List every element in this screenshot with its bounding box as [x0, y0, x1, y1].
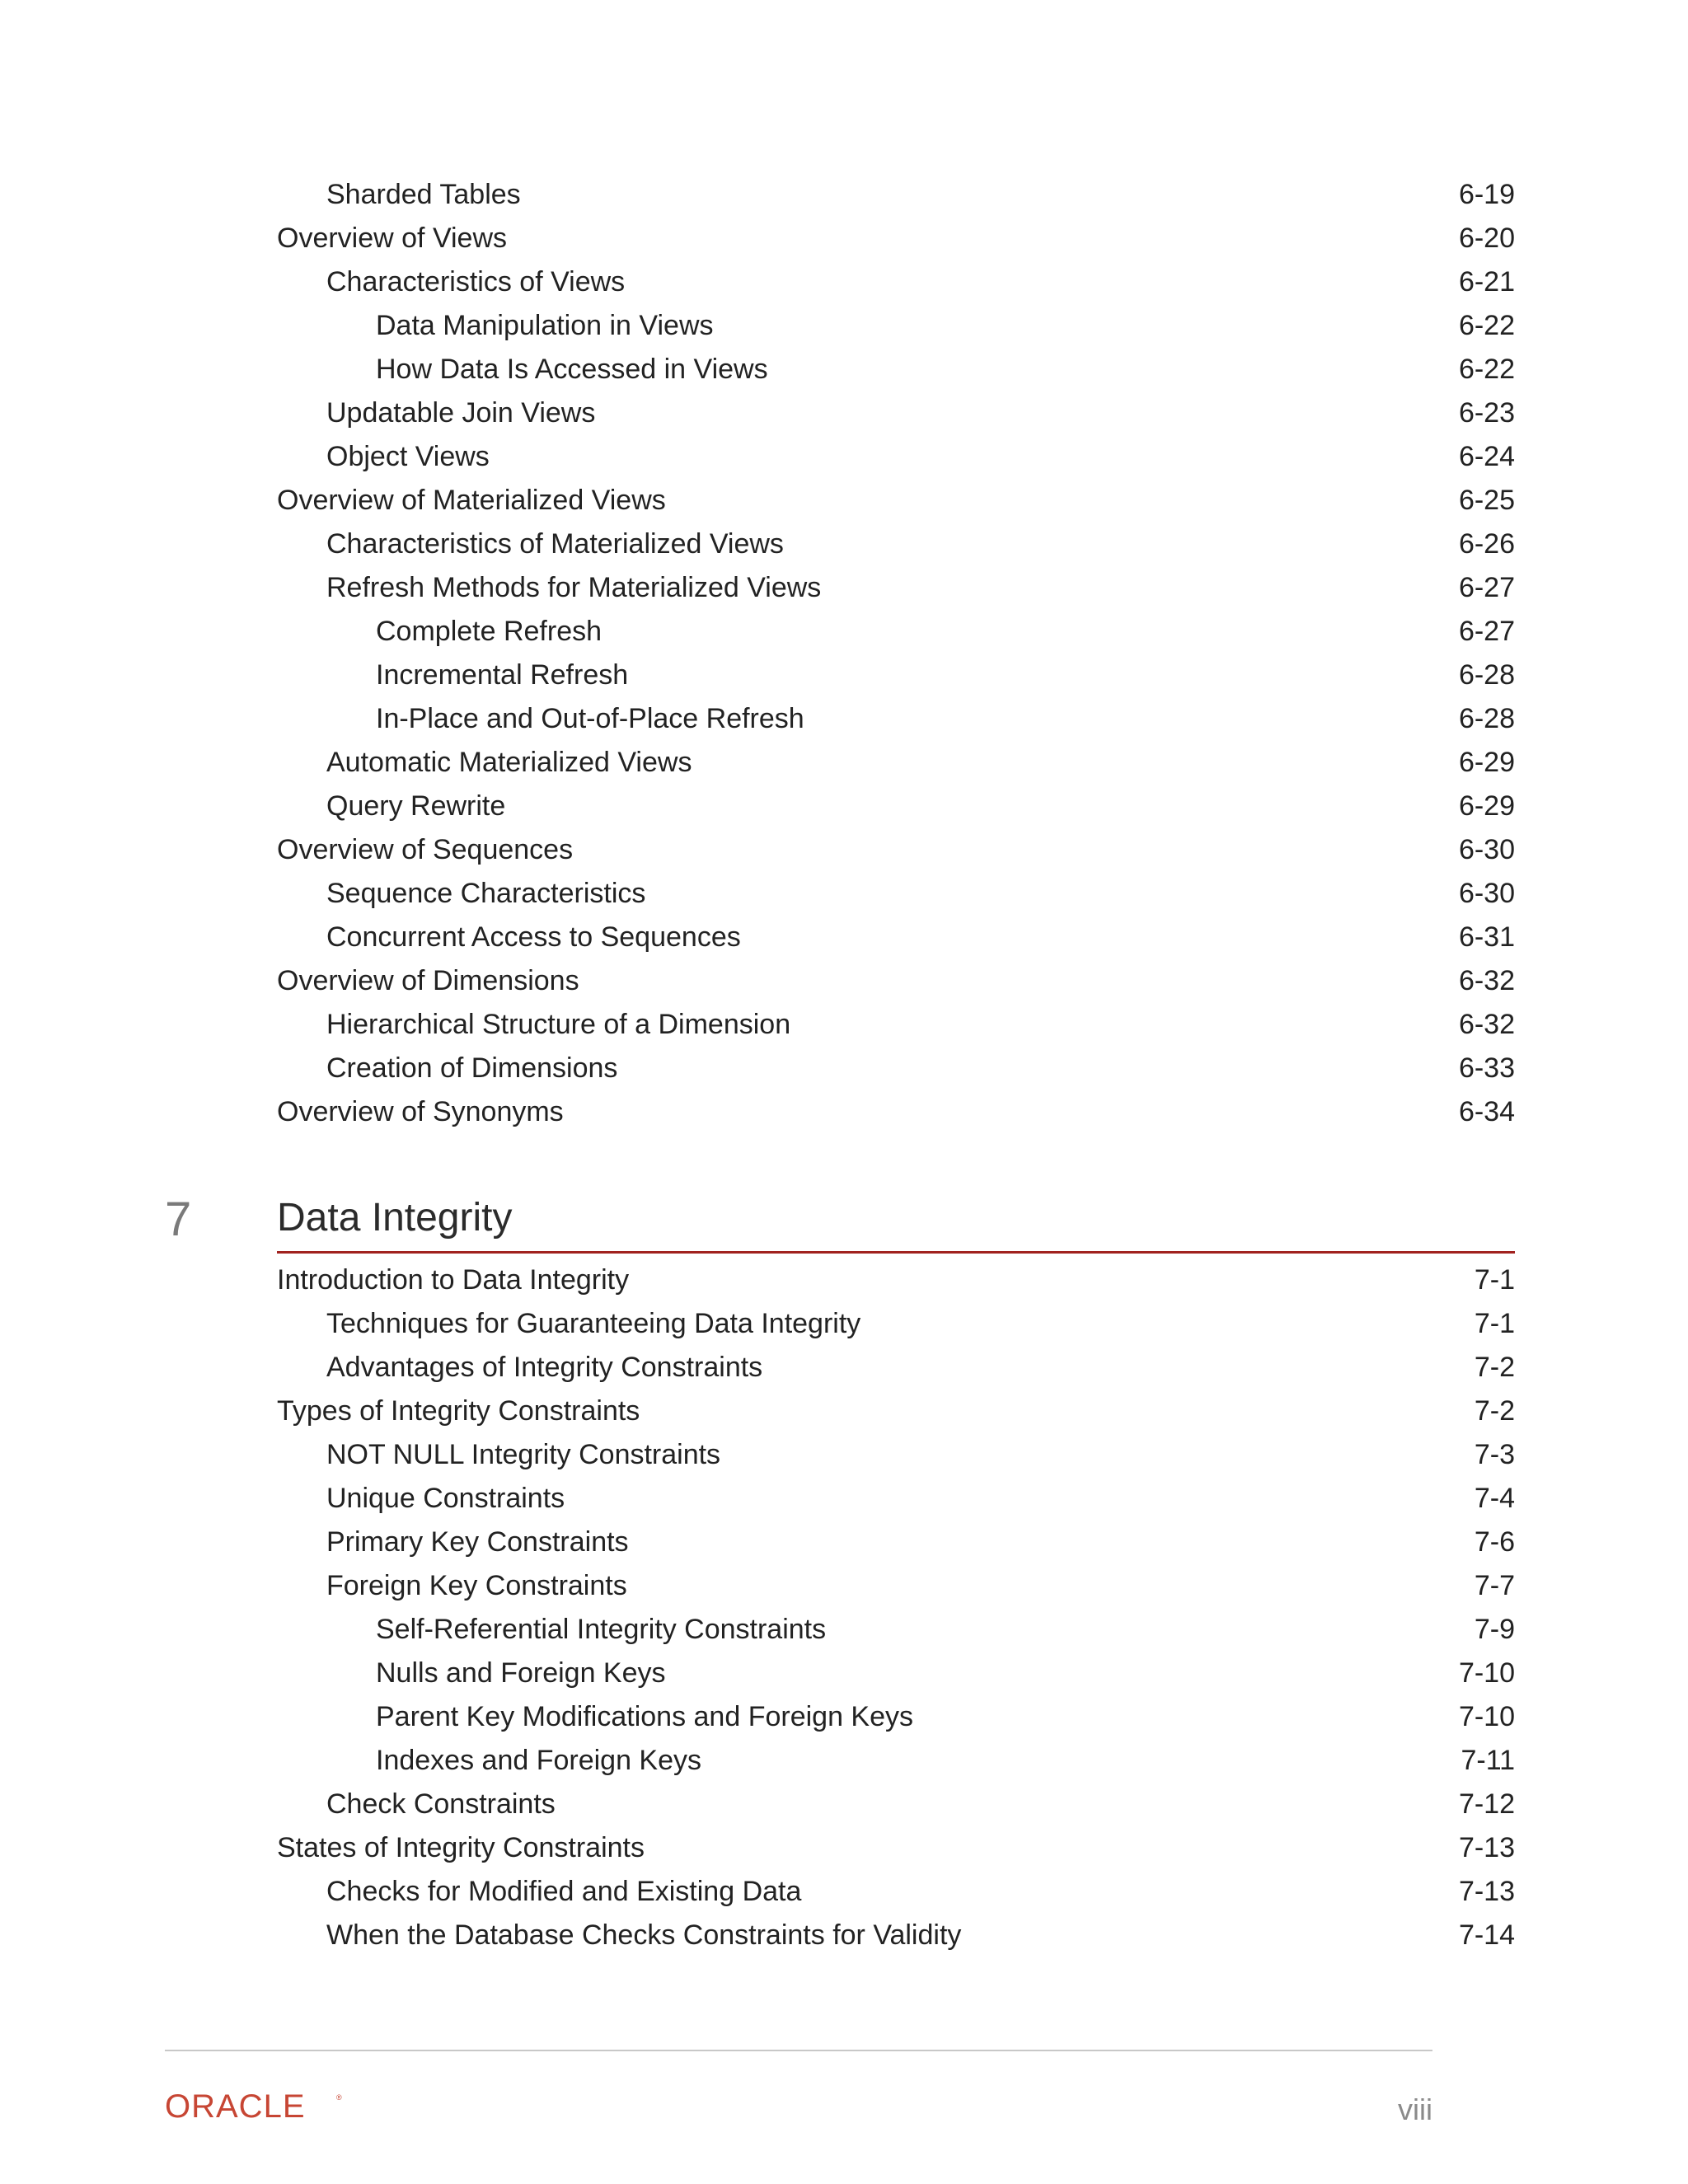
toc-entry[interactable]	[0, 1783, 1688, 1826]
toc-entry-page[interactable]: 6-31	[1458, 921, 1515, 953]
toc-entry[interactable]	[0, 1433, 1688, 1477]
toc-entry-page[interactable]: 6-24	[1458, 441, 1515, 472]
toc-entry-title[interactable]: Automatic Materialized Views	[326, 747, 692, 778]
toc-entry-page[interactable]: 6-32	[1458, 965, 1515, 996]
toc-entry-title[interactable]: Check Constraints	[326, 1788, 556, 1820]
toc-entry-page[interactable]: 6-33	[1458, 1052, 1515, 1084]
toc-entry-title[interactable]: How Data Is Accessed in Views	[376, 354, 768, 385]
page-number: viii	[1398, 2093, 1432, 2126]
toc-entry[interactable]	[0, 828, 1688, 872]
toc-entry[interactable]	[0, 1695, 1688, 1739]
toc-entry-title[interactable]: Checks for Modified and Existing Data	[326, 1876, 802, 1907]
toc-entry-title[interactable]: Sequence Characteristics	[326, 878, 646, 909]
toc-entry-title[interactable]: Unique Constraints	[326, 1483, 565, 1514]
toc-entry[interactable]	[0, 1390, 1688, 1433]
toc-entry[interactable]	[0, 479, 1688, 523]
toc-entry-page[interactable]: 6-23	[1458, 397, 1515, 429]
toc-entry[interactable]	[0, 1739, 1688, 1783]
toc-entry-page[interactable]: 7-6	[1474, 1526, 1515, 1558]
toc-entry-title[interactable]: Overview of Views	[277, 223, 508, 254]
toc-entry-page[interactable]: 6-27	[1458, 616, 1515, 647]
toc-entry[interactable]	[0, 1047, 1688, 1090]
toc-entry-title[interactable]: Overview of Synonyms	[277, 1096, 564, 1127]
toc-entry-page[interactable]: 7-1	[1474, 1264, 1515, 1296]
toc-entry[interactable]	[0, 697, 1688, 741]
chapter-title[interactable]: Data Integrity	[277, 1196, 513, 1240]
toc-entry[interactable]	[0, 260, 1688, 304]
toc-entry-page[interactable]: 6-27	[1458, 572, 1515, 603]
chapter-divider	[277, 1251, 1515, 1254]
toc-entry-title[interactable]: Introduction to Data Integrity	[277, 1264, 630, 1296]
toc-entry[interactable]	[0, 1346, 1688, 1390]
toc-entry-page[interactable]: 6-29	[1458, 747, 1515, 778]
toc-entry[interactable]	[0, 1870, 1688, 1914]
toc-entry-page[interactable]: 7-10	[1458, 1657, 1515, 1689]
toc-entry-page[interactable]: 7-9	[1474, 1614, 1515, 1645]
toc-entry-title[interactable]: Creation of Dimensions	[326, 1052, 618, 1084]
toc-entry-page[interactable]: 7-1	[1474, 1308, 1515, 1339]
toc-entry[interactable]	[0, 435, 1688, 479]
toc-entry-page[interactable]: 6-26	[1458, 528, 1515, 560]
toc-entry-title[interactable]: Advantages of Integrity Constraints	[326, 1352, 763, 1383]
toc-entry-title[interactable]: Foreign Key Constraints	[326, 1570, 627, 1601]
toc-entry-page[interactable]: 7-10	[1458, 1701, 1515, 1732]
toc-entry-page[interactable]: 6-30	[1458, 878, 1515, 909]
toc-entry-title[interactable]: Overview of Materialized Views	[277, 485, 666, 516]
toc-entry-title[interactable]: Characteristics of Materialized Views	[326, 528, 784, 560]
toc-entry[interactable]	[0, 217, 1688, 260]
toc-entry[interactable]	[0, 348, 1688, 391]
registered-mark: ®	[336, 2093, 342, 2102]
toc-entry[interactable]	[0, 1090, 1688, 1134]
toc-entry-page[interactable]: 6-22	[1458, 310, 1515, 341]
toc-entry[interactable]	[0, 1914, 1688, 1957]
toc-entry[interactable]	[0, 1258, 1688, 1302]
toc-entry-title[interactable]: Overview of Dimensions	[277, 965, 579, 996]
toc-entry-title[interactable]: Characteristics of Views	[326, 266, 626, 298]
toc-entry[interactable]	[0, 1302, 1688, 1346]
toc-entry-page[interactable]: 6-34	[1458, 1096, 1515, 1127]
toc-entry-title[interactable]: Concurrent Access to Sequences	[326, 921, 741, 953]
toc-entry-page[interactable]: 6-32	[1458, 1009, 1515, 1040]
toc-entry[interactable]	[0, 959, 1688, 1003]
toc-entry-title[interactable]: Self-Referential Integrity Constraints	[376, 1614, 827, 1645]
toc-entry[interactable]	[0, 173, 1688, 217]
toc-entry[interactable]	[0, 304, 1688, 348]
toc-entry-page[interactable]: 6-25	[1458, 485, 1515, 516]
toc-entry[interactable]	[0, 610, 1688, 654]
toc-entry-page[interactable]: 7-13	[1458, 1876, 1515, 1907]
toc-entry-page[interactable]: 6-29	[1458, 790, 1515, 822]
chapter-number: 7	[165, 1193, 192, 1246]
toc-entry[interactable]	[0, 1608, 1688, 1652]
toc-entry-page[interactable]: 7-12	[1458, 1788, 1515, 1820]
toc-entry-page[interactable]: 7-2	[1474, 1395, 1515, 1427]
toc-entry-title[interactable]: Sharded Tables	[326, 179, 521, 210]
toc-entry[interactable]	[0, 785, 1688, 828]
toc-entry[interactable]	[0, 916, 1688, 959]
toc-entry-title[interactable]: Nulls and Foreign Keys	[376, 1657, 666, 1689]
toc-entry[interactable]	[0, 654, 1688, 697]
toc-entry-page[interactable]: 7-3	[1474, 1439, 1515, 1470]
toc-entry-page[interactable]: 6-21	[1458, 266, 1515, 298]
toc-entry-title[interactable]: Techniques for Guaranteeing Data Integrity	[326, 1308, 861, 1339]
toc-entry[interactable]	[0, 741, 1688, 785]
toc-entry-page[interactable]: 6-28	[1458, 703, 1515, 734]
toc-entry-page[interactable]: 6-28	[1458, 659, 1515, 691]
toc-entry-title[interactable]: NOT NULL Integrity Constraints	[326, 1439, 721, 1470]
toc-entry-title[interactable]: Updatable Join Views	[326, 397, 596, 429]
toc-entry[interactable]	[0, 872, 1688, 916]
footer-divider	[165, 2050, 1432, 2051]
toc-entry-title[interactable]: Types of Integrity Constraints	[277, 1395, 640, 1427]
toc-entry[interactable]	[0, 391, 1688, 435]
toc-entry-title[interactable]: States of Integrity Constraints	[277, 1832, 645, 1863]
toc-entry[interactable]	[0, 1477, 1688, 1521]
toc-entry-title[interactable]: Query Rewrite	[326, 790, 506, 822]
toc-entry-title[interactable]: Object Views	[326, 441, 490, 472]
oracle-logo-text: ORACLE	[165, 2090, 306, 2123]
toc-entry[interactable]	[0, 1652, 1688, 1695]
toc-entry-title[interactable]: Incremental Refresh	[376, 659, 629, 691]
toc-entry-page[interactable]: 7-14	[1458, 1919, 1515, 1951]
toc-entry-title[interactable]: Hierarchical Structure of a Dimension	[326, 1009, 791, 1040]
toc-entry[interactable]	[0, 1003, 1688, 1047]
toc-entry-title[interactable]: Primary Key Constraints	[326, 1526, 629, 1558]
toc-entry-title[interactable]: Overview of Sequences	[277, 834, 574, 865]
toc-entry-title[interactable]: When the Database Checks Constraints for Validity	[326, 1919, 962, 1951]
toc-entry[interactable]	[0, 1826, 1688, 1870]
toc-entry-title[interactable]: Data Manipulation in Views	[376, 310, 714, 341]
toc-entry-page[interactable]: 7-13	[1458, 1832, 1515, 1863]
toc-entry[interactable]	[0, 1521, 1688, 1564]
oracle-logo	[165, 2090, 346, 2123]
toc-entry-page[interactable]: 6-19	[1458, 179, 1515, 210]
toc-entry-page[interactable]: 7-11	[1461, 1745, 1515, 1776]
toc-entry-title[interactable]: Parent Key Modifications and Foreign Keys	[376, 1701, 914, 1732]
toc-entry-page[interactable]: 6-30	[1458, 834, 1515, 865]
toc-entry-page[interactable]: 7-2	[1474, 1352, 1515, 1383]
toc-entry[interactable]	[0, 1564, 1688, 1608]
toc-entry-title[interactable]: Indexes and Foreign Keys	[376, 1745, 702, 1776]
toc-entry-title[interactable]: Refresh Methods for Materialized Views	[326, 572, 822, 603]
toc-entry-page[interactable]: 6-20	[1458, 223, 1515, 254]
toc-entry-page[interactable]: 7-7	[1474, 1570, 1515, 1601]
toc-entry-page[interactable]: 6-22	[1458, 354, 1515, 385]
toc-entry-title[interactable]: In-Place and Out-of-Place Refresh	[376, 703, 804, 734]
toc-entry[interactable]	[0, 566, 1688, 610]
toc-entry[interactable]	[0, 523, 1688, 566]
toc-entry-title[interactable]: Complete Refresh	[376, 616, 603, 647]
toc-entry-page[interactable]: 7-4	[1474, 1483, 1515, 1514]
